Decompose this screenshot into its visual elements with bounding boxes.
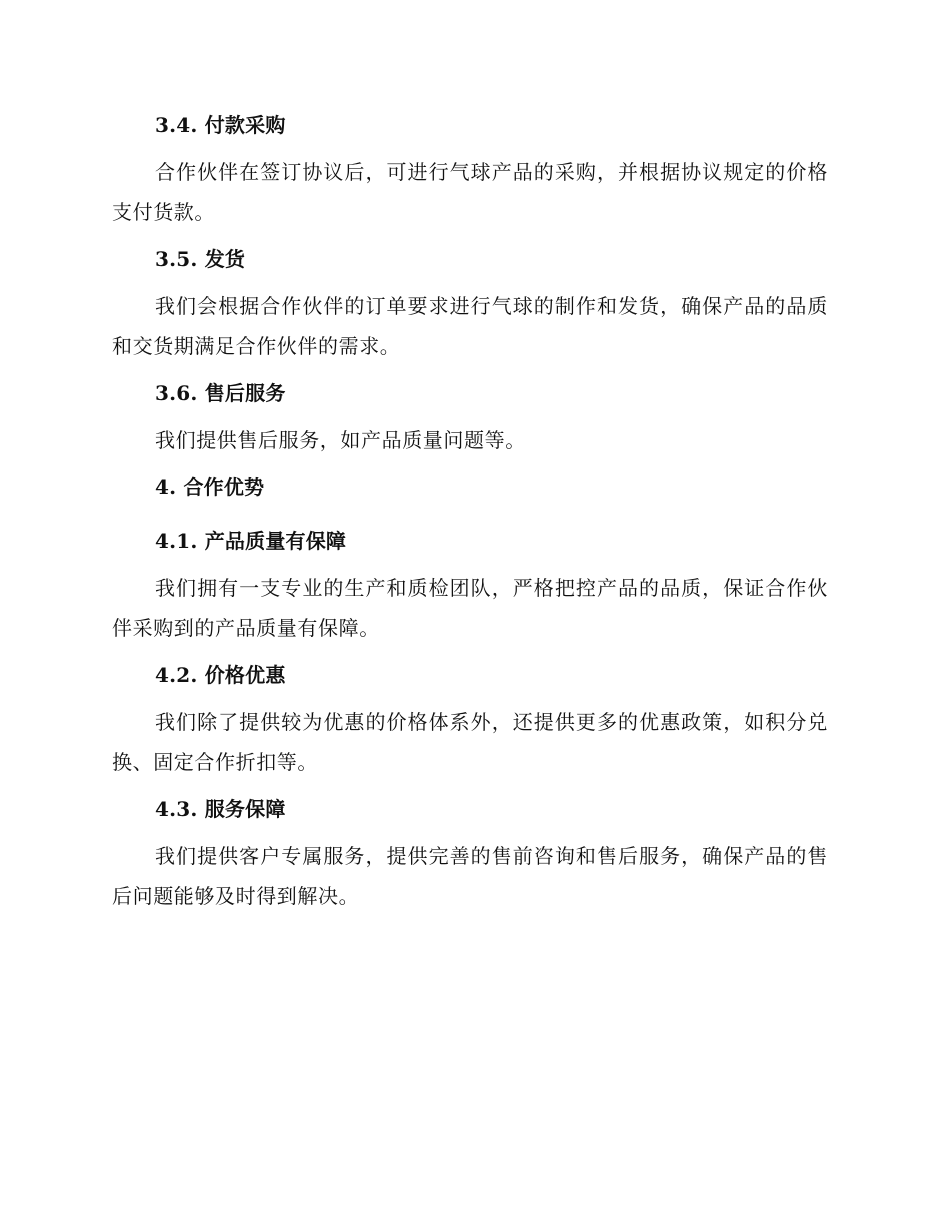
section-heading-4-1: 4.1. 产品质量有保障 (155, 529, 347, 553)
section-paragraph-4-2: 我们除了提供较为优惠的价格体系外，还提供更多的优惠政策，如积分兑换、固定合作折扣等。 (112, 710, 828, 774)
section-paragraph-3-6: 我们提供售后服务，如产品质量问题等。 (155, 428, 526, 452)
section-heading-4-2: 4.2. 价格优惠 (155, 663, 286, 687)
section-paragraph-4-1: 我们拥有一支专业的生产和质检团队，严格把控产品的品质，保证合作伙伴采购到的产品质量有保障。 (112, 576, 828, 640)
section-heading-3-5: 3.5. 发货 (155, 247, 246, 271)
section-heading-3-4: 3.4. 付款采购 (155, 113, 286, 137)
section-heading-4-3: 4.3. 服务保障 (155, 797, 286, 821)
section-heading-4: 4. 合作优势 (155, 475, 265, 499)
section-paragraph-3-4: 合作伙伴在签订协议后，可进行气球产品的采购，并根据协议规定的价格支付货款。 (112, 160, 828, 224)
section-heading-3-6: 3.6. 售后服务 (155, 381, 286, 405)
section-paragraph-4-3: 我们提供客户专属服务，提供完善的售前咨询和售后服务，确保产品的售后问题能够及时得到解决。 (112, 844, 828, 908)
section-paragraph-3-5: 我们会根据合作伙伴的订单要求进行气球的制作和发货，确保产品的品质和交货期满足合作伙伴的需求。 (112, 294, 828, 358)
